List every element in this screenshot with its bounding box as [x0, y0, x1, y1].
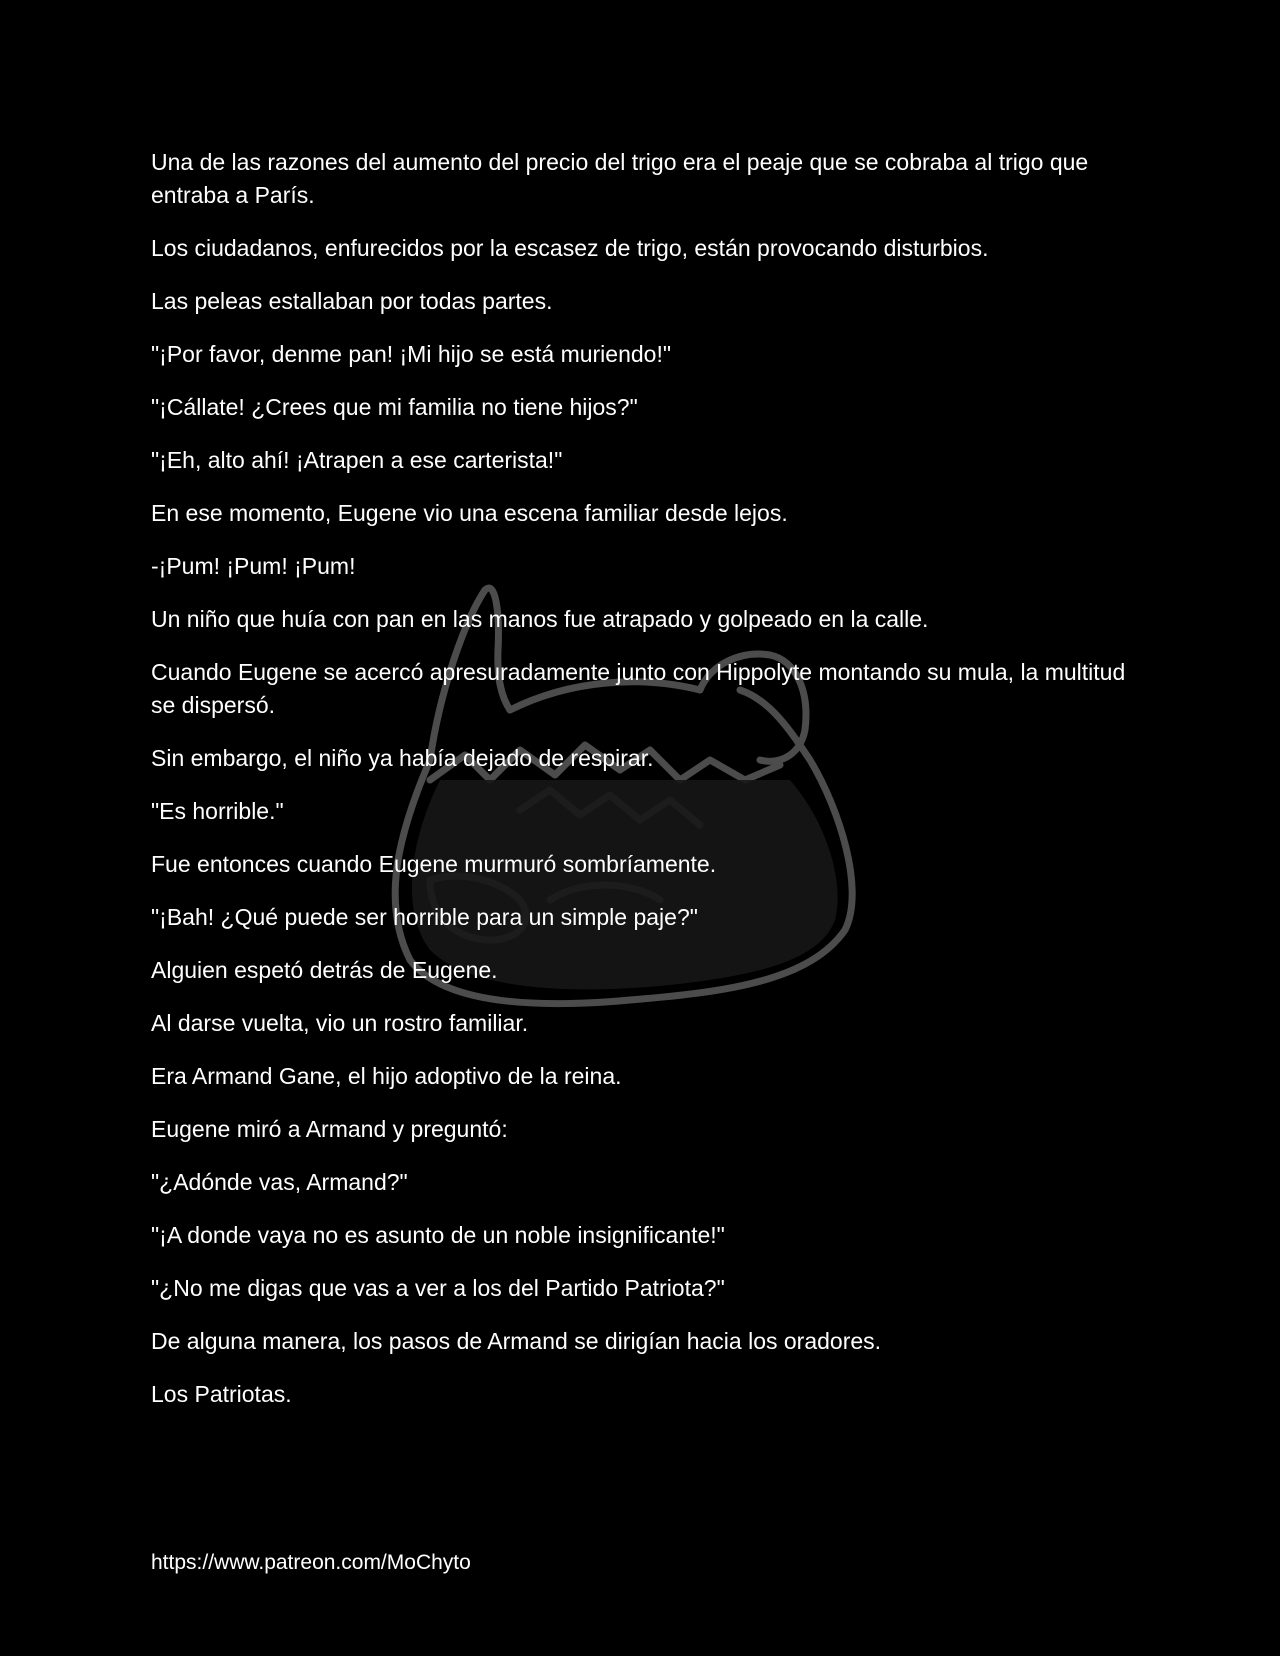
paragraph: Eugene miró a Armand y preguntó: [151, 1116, 508, 1142]
paragraph: Un niño que huía con pan en las manos fue atrapado y golpeado en la calle. [151, 606, 929, 632]
paragraph: Una de las razones del aumento del precio del trigo era el peaje que se cobraba al trigo que entraba a París. [151, 149, 1089, 208]
paragraph: "¡Por favor, denme pan! ¡Mi hijo se está muriendo!" [151, 341, 672, 367]
paragraph: -¡Pum! ¡Pum! ¡Pum! [151, 553, 356, 579]
paragraph: De alguna manera, los pasos de Armand se dirigían hacia los oradores. [151, 1328, 882, 1354]
paragraph: "¡Cállate! ¿Crees que mi familia no tiene hijos?" [151, 394, 638, 420]
paragraph: Cuando Eugene se acercó apresuradamente junto con Hippolyte montando su mula, la multitud se dispersó. [151, 659, 1126, 718]
paragraph: "¿Adónde vas, Armand?" [151, 1169, 408, 1195]
paragraph: Las peleas estallaban por todas partes. [151, 288, 553, 314]
paragraph: Fue entonces cuando Eugene murmuró sombríamente. [151, 851, 717, 877]
story-text [151, 146, 1141, 1431]
patreon-link[interactable]: https://www.patreon.com/MoChyto [151, 1551, 471, 1574]
paragraph: Los Patriotas. [151, 1381, 292, 1407]
paragraph: "¿No me digas que vas a ver a los del Partido Patriota?" [151, 1275, 725, 1301]
paragraph: En ese momento, Eugene vio una escena familiar desde lejos. [151, 500, 788, 526]
paragraph: "Es horrible." [151, 798, 284, 824]
paragraph: Alguien espetó detrás de Eugene. [151, 957, 498, 983]
paragraph: "¡Eh, alto ahí! ¡Atrapen a ese carterista!" [151, 447, 563, 473]
paragraph: "¡Bah! ¿Qué puede ser horrible para un simple paje?" [151, 904, 698, 930]
paragraph: Los ciudadanos, enfurecidos por la escasez de trigo, están provocando disturbios. [151, 235, 989, 261]
paragraph: Era Armand Gane, el hijo adoptivo de la reina. [151, 1063, 622, 1089]
paragraph: Al darse vuelta, vio un rostro familiar. [151, 1010, 529, 1036]
paragraph: Sin embargo, el niño ya había dejado de respirar. [151, 745, 654, 771]
paragraph: "¡A donde vaya no es asunto de un noble insignificante!" [151, 1222, 725, 1248]
